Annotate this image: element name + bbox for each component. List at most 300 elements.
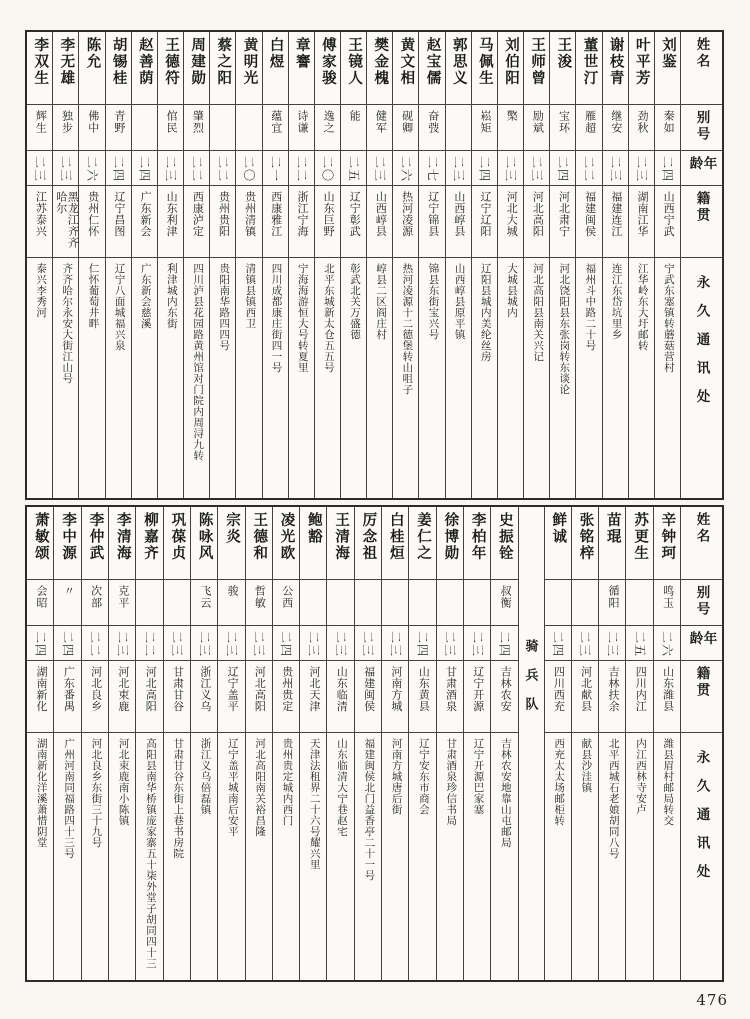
- alias-cell: [626, 580, 652, 626]
- address-cell-text: 连江东岱坑里乡: [610, 263, 622, 340]
- name-cell-text: 赵善荫: [136, 37, 153, 87]
- name-cell-text: 柳嘉齐: [142, 512, 159, 562]
- address-cell: [545, 733, 571, 980]
- person-column: [105, 32, 131, 498]
- name-cell-text: 凌光欧: [278, 512, 295, 562]
- alias-cell-text: 雁超: [583, 110, 596, 134]
- address-cell: [524, 258, 549, 498]
- address-cell: [382, 733, 408, 980]
- name-cell-text: 傅家骏: [319, 37, 336, 87]
- alias-cell-text: 能: [348, 110, 361, 122]
- native-place-cell: [393, 186, 418, 258]
- address-cell: [498, 258, 523, 498]
- alias-cell: [109, 580, 135, 626]
- age-cell: [27, 151, 52, 186]
- address-cell: [572, 733, 598, 980]
- alias-cell: [491, 580, 517, 626]
- name-cell: [655, 32, 680, 105]
- native-place-cell: [164, 661, 190, 733]
- alias-cell: [498, 105, 523, 151]
- address-cell-text: 齐齐哈尔永安大街江山号: [61, 263, 73, 384]
- header-native: [681, 186, 722, 258]
- native-place-cell: [654, 661, 680, 733]
- header-age: [681, 626, 722, 661]
- person-column: [418, 32, 444, 498]
- age-cell-text: 二二: [216, 156, 230, 183]
- name-cell-text: 王德符: [162, 37, 179, 87]
- address-cell-text: 四川成都康庄街四一号: [270, 263, 282, 373]
- age-cell: [464, 626, 490, 661]
- alias-cell: [437, 580, 463, 626]
- age-cell: [132, 151, 157, 186]
- name-cell-text: 李清海: [114, 512, 131, 562]
- person-column: [625, 507, 652, 980]
- alias-cell: [367, 105, 392, 151]
- native-place-cell-text: 四川内江: [634, 666, 647, 712]
- person-column: [653, 507, 680, 980]
- native-place-cell: [603, 186, 628, 258]
- address-cell: [236, 258, 261, 498]
- alias-cell: [54, 580, 80, 626]
- address-cell-text: 河南方城唐后街: [390, 738, 402, 815]
- address-cell: [327, 733, 353, 980]
- name-cell: [53, 32, 78, 105]
- name-cell-text: 王镜人: [346, 37, 363, 87]
- person-column: [366, 32, 392, 498]
- age-cell: [218, 626, 244, 661]
- header-alias: [681, 105, 722, 151]
- native-place-cell-text: 浙江义乌: [198, 666, 211, 712]
- address-cell: [54, 733, 80, 980]
- address-cell: [472, 258, 497, 498]
- address-cell: [79, 258, 104, 498]
- native-place-cell-text: 河北肃宁: [557, 191, 570, 237]
- name-cell: [263, 32, 288, 105]
- age-cell-text: 二四: [279, 631, 294, 658]
- person-column: [490, 507, 517, 980]
- age-cell: [53, 151, 78, 186]
- native-place-cell: [655, 186, 680, 258]
- age-cell-text: 二四: [550, 631, 565, 658]
- name-cell: [419, 32, 444, 105]
- address-cell: [109, 733, 135, 980]
- alias-cell-text: 次部: [89, 585, 102, 609]
- native-place-cell-text: 辽宁辽阳: [479, 191, 492, 237]
- header-age-text: 年龄: [687, 631, 717, 648]
- native-place-cell-text: 河北大城: [505, 191, 518, 237]
- header-column: [680, 507, 722, 980]
- age-cell: [27, 626, 53, 661]
- age-cell: [289, 151, 314, 186]
- native-place-cell: [106, 186, 131, 258]
- address-cell-text: 吉林农安地靠山屯邮局: [499, 738, 511, 848]
- address-cell-text: 山西崞县原平镇: [453, 263, 465, 340]
- native-place-cell: [273, 661, 299, 733]
- header-native-text: 籍贯: [694, 666, 710, 699]
- address-cell-text: 热河凌源十二德堡转山咀子: [401, 263, 413, 395]
- address-cell: [491, 733, 517, 980]
- address-cell-text: 辽宁盖平城南后安平: [226, 738, 238, 837]
- native-place-cell: [27, 661, 53, 733]
- age-cell-text: 二三: [578, 631, 593, 658]
- address-cell-text: 福州斗中路二十号: [584, 263, 596, 351]
- age-cell-text: 二三: [32, 156, 47, 183]
- address-cell: [437, 733, 463, 980]
- address-cell: [263, 258, 288, 498]
- name-cell: [106, 32, 131, 105]
- person-column: [81, 507, 108, 980]
- alias-cell-text: 砚卿: [400, 110, 413, 134]
- name-cell: [603, 32, 628, 105]
- address-cell-text: 泰兴李秀河: [35, 263, 47, 318]
- name-cell: [464, 507, 490, 580]
- name-cell: [654, 507, 680, 580]
- address-cell-text: 甘肃甘谷东街上巷书房院: [172, 738, 184, 859]
- alias-cell: [158, 105, 183, 151]
- age-cell-text: 二三: [503, 156, 518, 183]
- address-cell: [315, 258, 340, 498]
- age-cell-text: 二四: [660, 156, 675, 183]
- age-cell: [263, 151, 288, 186]
- native-place-cell: [82, 661, 108, 733]
- age-cell-text: 二三: [372, 156, 387, 183]
- name-cell-text: 宗炎: [223, 512, 240, 545]
- address-cell: [136, 733, 162, 980]
- alias-cell-text: 会昭: [35, 585, 48, 609]
- alias-cell: [191, 580, 217, 626]
- name-cell: [158, 32, 183, 105]
- age-cell-text: 二四: [415, 631, 430, 658]
- address-cell: [158, 258, 183, 498]
- age-cell-text: 二三: [251, 631, 266, 658]
- age-cell: [184, 151, 209, 186]
- alias-cell-text: 〃: [62, 585, 75, 597]
- alias-cell-text: 佛中: [86, 110, 99, 134]
- native-place-cell-text: 甘肃酒泉: [444, 666, 457, 712]
- name-cell: [289, 32, 314, 105]
- alias-cell: [472, 105, 497, 151]
- native-place-cell: [576, 186, 601, 258]
- alias-cell-text: 劲秋: [635, 110, 648, 134]
- native-place-cell-text: 辽宁昌图: [112, 191, 125, 237]
- age-cell: [603, 151, 628, 186]
- native-place-cell-text: 山东黄县: [417, 666, 430, 712]
- name-cell: [367, 32, 392, 105]
- native-place-cell: [599, 661, 625, 733]
- alias-cell-text: 秦如: [662, 110, 675, 134]
- age-cell: [419, 151, 444, 186]
- alias-cell: [409, 580, 435, 626]
- native-place-cell-text: 甘肃甘谷: [171, 666, 184, 712]
- person-column: [463, 507, 490, 980]
- age-cell-text: 二〇: [242, 156, 257, 183]
- person-column: [209, 32, 235, 498]
- address-cell: [629, 258, 654, 498]
- alias-cell: [263, 105, 288, 151]
- person-column: [340, 32, 366, 498]
- address-cell: [550, 258, 575, 498]
- native-place-cell: [191, 661, 217, 733]
- name-cell-text: 刘鉴: [659, 37, 676, 70]
- age-cell-text: 二四: [33, 631, 48, 658]
- name-cell-text: 李无雄: [58, 37, 75, 87]
- address-cell-text: 湖南新化洋溪萧惜阴堂: [35, 738, 47, 848]
- name-cell: [629, 32, 654, 105]
- address-cell-text: 河北高阳县南关兴记: [532, 263, 544, 362]
- address-cell: [300, 733, 326, 980]
- person-column: [235, 32, 261, 498]
- person-column: [314, 32, 340, 498]
- native-place-cell-text: 四川西充: [552, 666, 565, 712]
- person-column: [183, 32, 209, 498]
- age-cell-text: 二三: [529, 156, 544, 183]
- alias-cell-text: 继安: [609, 110, 622, 134]
- age-cell: [164, 626, 190, 661]
- age-cell-text: 二三: [333, 631, 348, 658]
- alias-cell-text: 公西: [280, 585, 293, 609]
- age-cell: [136, 626, 162, 661]
- alias-cell: [545, 580, 571, 626]
- alias-cell: [164, 580, 190, 626]
- name-cell-text: 苏更生: [632, 512, 649, 562]
- alias-cell-text: 循阳: [606, 585, 619, 609]
- address-cell-text: 贵州贵定城内西门: [281, 738, 293, 826]
- native-place-cell-text: 辽宁锦县: [426, 191, 439, 237]
- alias-cell-text: 檠: [505, 110, 518, 122]
- native-place-cell-text: 河北良乡: [89, 666, 102, 712]
- header-address: [681, 733, 722, 980]
- name-cell-text: 胡锡桂: [110, 37, 127, 87]
- address-cell: [654, 733, 680, 980]
- name-cell: [599, 507, 625, 580]
- native-place-cell: [300, 661, 326, 733]
- address-cell: [599, 733, 625, 980]
- alias-cell: [136, 580, 162, 626]
- age-cell-text: 二三: [224, 631, 239, 658]
- address-cell: [27, 733, 53, 980]
- name-cell-text: 苗琨: [604, 512, 621, 545]
- person-column: [190, 507, 217, 980]
- native-place-cell-text: 河北献县: [579, 666, 592, 712]
- age-cell-text: 二二: [189, 156, 204, 183]
- age-cell: [210, 151, 235, 186]
- header-address-text: 永久通讯处: [694, 275, 710, 418]
- native-place-cell-text: 贵州清镇: [243, 191, 256, 237]
- age-cell-text: 二三: [443, 631, 457, 658]
- person-column: [78, 32, 104, 498]
- name-cell: [210, 32, 235, 105]
- alias-cell: [27, 580, 53, 626]
- age-cell: [654, 626, 680, 661]
- name-cell: [393, 32, 418, 105]
- native-place-cell: [382, 661, 408, 733]
- name-cell-text: 白桂烜: [387, 512, 404, 562]
- native-place-cell-text: 河北束鹿: [116, 666, 129, 712]
- address-cell: [367, 258, 392, 498]
- address-cell-text: 彰武北关万盛德: [349, 263, 360, 340]
- name-cell-text: 李中源: [60, 512, 77, 562]
- alias-cell: [524, 105, 549, 151]
- alias-cell-text: 克平: [116, 585, 129, 609]
- header-address: [681, 258, 722, 498]
- age-cell: [79, 151, 104, 186]
- name-cell-text: 王浚: [555, 37, 572, 70]
- alias-cell: [355, 580, 381, 626]
- address-cell-text: 仁怀葡萄井畔: [87, 263, 99, 329]
- alias-cell-text: 飞云: [198, 585, 211, 609]
- age-cell-text: 二四: [137, 156, 152, 183]
- address-cell-text: 天津法租界二十六号耀兴里: [308, 738, 320, 870]
- name-cell: [132, 32, 157, 105]
- age-cell: [393, 151, 418, 186]
- person-column: [354, 507, 381, 980]
- person-column: [471, 32, 497, 498]
- alias-cell: [446, 105, 471, 151]
- native-place-cell: [136, 661, 162, 733]
- native-place-cell: [27, 186, 52, 258]
- native-place-cell-text: 广东新会: [139, 191, 152, 237]
- native-place-cell-text: 山西崞县: [452, 191, 465, 237]
- native-place-cell: [184, 186, 209, 258]
- name-cell: [446, 32, 471, 105]
- person-column: [598, 507, 625, 980]
- person-column: [53, 507, 80, 980]
- alias-cell: [132, 105, 157, 151]
- native-place-cell-text: 广东番禺: [62, 666, 75, 712]
- address-cell-text: 大城县城内: [505, 263, 517, 318]
- age-cell: [327, 626, 353, 661]
- age-cell: [273, 626, 299, 661]
- person-column: [326, 507, 353, 980]
- person-column: [52, 32, 78, 498]
- name-cell-text: 巩葆贞: [169, 512, 186, 562]
- native-place-cell-text: 贵州贵定: [280, 666, 293, 712]
- age-cell: [524, 151, 549, 186]
- name-cell: [355, 507, 381, 580]
- name-cell: [409, 507, 435, 580]
- address-cell: [164, 733, 190, 980]
- age-cell-text: 二三: [608, 156, 623, 183]
- native-place-cell-text: 山东临清: [335, 666, 348, 712]
- age-cell: [409, 626, 435, 661]
- name-cell-text: 董世汀: [581, 37, 598, 87]
- header-age-text: 年龄: [687, 156, 717, 173]
- age-cell-text: 二五: [632, 631, 647, 658]
- alias-cell-text: 独步: [60, 110, 73, 134]
- name-cell-text: 王清海: [333, 512, 350, 562]
- address-cell-text: 内江西林寺安卢: [635, 738, 646, 815]
- name-cell: [327, 507, 353, 580]
- age-cell: [236, 151, 261, 186]
- native-place-cell: [446, 186, 471, 258]
- name-cell-text: 王师曾: [529, 37, 546, 87]
- roster-table-lower: [25, 505, 724, 982]
- person-column: [436, 507, 463, 980]
- age-cell: [491, 626, 517, 661]
- name-cell: [54, 507, 80, 580]
- person-column: [272, 507, 299, 980]
- native-place-cell: [626, 661, 652, 733]
- address-cell-text: 江华岭东大圩邮转: [636, 263, 648, 351]
- native-place-cell: [109, 661, 135, 733]
- address-cell-text: 辽宁安东市商会: [417, 738, 429, 815]
- address-cell-text: 利津城内东街: [165, 263, 177, 329]
- native-place-cell-text: 山西宁武: [662, 191, 675, 237]
- age-cell-text: 二三: [170, 631, 185, 658]
- age-cell-text: 二三: [59, 156, 74, 183]
- address-cell: [218, 733, 244, 980]
- address-cell-text: 清镇县镇西卫: [244, 263, 256, 329]
- roster-table-upper: [25, 30, 724, 500]
- age-cell-text: 二三: [115, 631, 130, 658]
- name-cell: [109, 507, 135, 580]
- alias-cell-text: 辉生: [34, 110, 47, 134]
- native-place-cell: [132, 186, 157, 258]
- age-cell: [367, 151, 392, 186]
- alias-cell: [300, 580, 326, 626]
- name-cell: [315, 32, 340, 105]
- native-place-cell-text: 河南方城: [389, 666, 402, 712]
- age-cell-text: 二三: [197, 631, 212, 658]
- person-column: [131, 32, 157, 498]
- age-cell: [626, 626, 652, 661]
- name-cell: [572, 507, 598, 580]
- alias-cell: [654, 580, 680, 626]
- alias-cell-text: 奋弢: [426, 110, 439, 134]
- address-cell: [210, 258, 235, 498]
- native-place-cell: [54, 661, 80, 733]
- name-cell-text: 周建勋: [189, 37, 206, 87]
- header-name: [681, 32, 722, 105]
- alias-cell: [629, 105, 654, 151]
- native-place-cell-text: 山东利津: [165, 191, 178, 237]
- native-place-cell-text: 河北高阳: [531, 191, 544, 237]
- address-cell: [355, 733, 381, 980]
- alias-cell: [236, 105, 261, 151]
- age-cell-text: 二二: [88, 631, 103, 658]
- age-cell: [158, 151, 183, 186]
- age-cell-text: 二六: [660, 631, 675, 658]
- name-cell-text: 蔡之阳: [215, 37, 232, 87]
- name-cell-text: 鲜诚: [550, 512, 567, 545]
- age-cell-text: 二〇: [320, 156, 335, 183]
- person-column: [381, 507, 408, 980]
- age-cell-text: 二三: [451, 156, 466, 183]
- address-cell: [393, 258, 418, 498]
- age-cell: [446, 151, 471, 186]
- name-cell: [382, 507, 408, 580]
- age-cell-text: 二六: [85, 156, 100, 183]
- address-cell-text: 潍县眉村邮局转交: [662, 738, 674, 826]
- name-cell: [300, 507, 326, 580]
- person-column: [299, 507, 326, 980]
- age-cell: [655, 151, 680, 186]
- address-cell-text: 西充太太场邮柜转: [553, 738, 565, 826]
- address-cell: [446, 258, 471, 498]
- header-name-text: 姓名: [694, 37, 710, 70]
- address-cell-text: 宁武东塞镇转蘑菇营村: [662, 263, 674, 373]
- native-place-cell-text: 西康泸定: [191, 191, 204, 237]
- name-cell: [545, 507, 571, 580]
- alias-cell-text: 肇烈: [191, 110, 204, 134]
- age-cell: [82, 626, 108, 661]
- native-place-cell-text: 辽宁彰武: [348, 191, 361, 237]
- native-place-cell-text: 辽宁盖平: [226, 666, 239, 712]
- alias-cell: [603, 105, 628, 151]
- address-cell: [132, 258, 157, 498]
- native-place-cell-text: 山西崞县: [374, 191, 387, 237]
- address-cell: [655, 258, 680, 498]
